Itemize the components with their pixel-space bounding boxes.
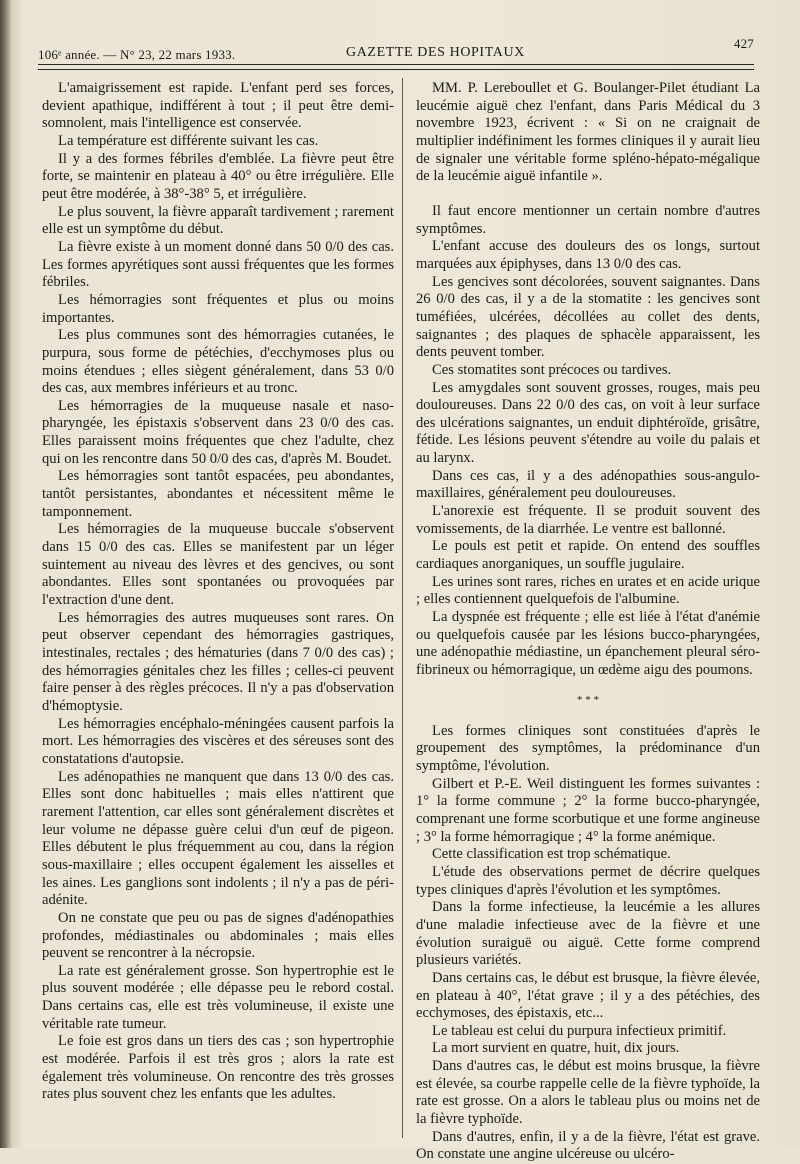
page-number: 427 — [733, 36, 754, 51]
paragraph: Les gencives sont décolorées, souvent saignantes. Dans 26 0/0 des cas, il y a de la stomatite : les gencives sont tuméfiées, ulcérées, décollées au collet des dents, saignantes ; des plaques de sphacèle apparaissent, les dents peuvent tomber. — [416, 273, 760, 361]
header-rule-top — [38, 64, 754, 65]
paragraph: Ces stomatites sont précoces ou tardives. — [432, 361, 672, 378]
paragraph: Les formes cliniques sont constituées d'après le groupement des symptômes, la prédominance d'un symptôme, l'évolution. — [416, 722, 760, 774]
issue-line: 106ᵉ année. — N° 23, 22 mars 1933. — [38, 47, 236, 62]
paragraph: Dans ces cas, il y a des adénopathies sous-angulo-maxillaires, généralement peu douloureuses. — [416, 467, 760, 502]
paragraph: Les hémorragies de la muqueuse nasale et naso-pharyngée, les épistaxis s'observent dans 23 0/0 des cas. Elles paraissent moins fréquentes que chez l'adulte, chez qui on les rencontre dans 50 0/0 des cas, d'après M. Boudet. — [42, 397, 394, 467]
paragraph: Dans d'autres cas, le début est moins brusque, la fièvre est élevée, sa courbe rappelle celle de la fièvre typhoïde, la rate est grosse. On a alors le tableau plus ou moins net de la fièvre typhoïde. — [416, 1058, 760, 1128]
paragraph: Les plus communes sont des hémorragies cutanées, le purpura, sous forme de pétéchies, d'ecchymoses plus ou moins étendues ; elles siègent généralement, dans 53 0/0 des cas, aux membres inférieurs et au tronc. — [42, 327, 394, 397]
paragraph: L'anorexie est fréquente. Il se produit souvent des vomissements, de la diarrhée. Le ventre est ballonné. — [416, 503, 760, 537]
page-header — [38, 36, 754, 62]
paragraph: Le tableau est celui du purpura infectieux primitif. — [432, 1022, 727, 1039]
left-column — [42, 80, 394, 1104]
paragraph: Les hémorragies sont tantôt espacées, peu abondantes, tantôt persistantes, abondantes et nécessitent même le tamponnement. — [42, 468, 394, 520]
paragraph: La rate est généralement grosse. Son hypertrophie est le plus souvent modérée ; elle dépasse peu le rebord costal. Dans certains cas, elle est très volumineuse, il existe une véritable rate tumeur. — [42, 962, 394, 1032]
paragraph: L'enfant accuse des douleurs des os longs, surtout marquées aux épiphyses, dans 13 0/0 des cas. — [416, 238, 760, 272]
paragraph: On ne constate que peu ou pas de signes d'adénopathies profondes, médiastinales ou abdominales ; mais elles peuvent se rencontrer à la nécropsie. — [42, 909, 394, 962]
paragraph: MM. P. Lereboullet et G. Boulanger-Pilet étudiant La leucémie aiguë chez l'enfant, dans Paris Médical du 3 novembre 1923, écrivent : « Si on ne craignait de multiplier indéfiniment les formes cliniques il y aurait lieu de signaler une véritable forme spléno-hépato-mégalique de la leucémie aiguë infantile ». — [416, 80, 760, 185]
journal-title: GAZETTE DES HOPITAUX — [346, 45, 525, 60]
column-divider — [402, 78, 403, 1138]
paragraph: Cette classification est trop schématique. — [432, 846, 671, 863]
paragraph: Dans certains cas, le début est brusque, la fièvre élevée, en plateau à 40°, l'état grave ; il y a des pétéchies, des ecchymoses, des épistaxis, etc... — [416, 969, 760, 1022]
paragraph: Dans la forme infectieuse, la leucémie a les allures d'une maladie infectieuse avec de la fièvre et une évolution suraiguë ou aiguë. Cette forme comprend plusieurs variétés. — [416, 899, 760, 969]
paragraph: La fièvre existe à un moment donné dans 50 0/0 des cas. Les formes apyrétiques sont aussi fréquentes que les formes fébriles. — [42, 238, 394, 291]
section-separator: * * * — [577, 693, 599, 706]
paragraph: Les hémorragies de la muqueuse buccale s'observent dans 15 0/0 des cas. Elles se manifestent par un léger suintement au niveau des lèvres et des gencives, ou sont abondantes. Elles sont spontanées ou provoquées par l'extraction d'une dent. — [42, 521, 394, 609]
header-rule-bottom — [38, 69, 754, 70]
paragraph: Le foie est gros dans un tiers des cas ; son hypertrophie est modérée. Parfois il est très gros ; alors la rate est également très volumineuse. On rencontre des très grosses rates plus souvent chez les enfants que les adultes. — [42, 1033, 394, 1103]
paragraph: Les hémorragies des autres muqueuses sont rares. On peut observer cependant des hémorragies gastriques, intestinales, rectales ; des hématuries (dans 7 0/0 des cas) ; des hémorragies génitales chez les filles ; celles-ci peuvent faire penser à des règles précoces. Il n'y a pas d'observation d'hémoptysie. — [42, 609, 394, 714]
paragraph: Gilbert et P.-E. Weil distinguent les formes suivantes : 1° la forme commune ; 2° la forme bucco-pharyngée, comprenant une forme scorbutique et une forme angineuse ; 3° la forme hémorragique ; 4° la forme anémique. — [416, 775, 760, 845]
paragraph: Dans d'autres, enfin, il y a de la fièvre, l'état est grave. On constate une angine ulcéreuse ou ulcéro- — [416, 1128, 760, 1163]
paragraph: La température est différente suivant les cas. — [58, 132, 319, 149]
paragraph: Il y a des formes fébriles d'emblée. La fièvre peut être forte, se maintenir en plateau à 40° ou être irrégulière. Elle peut être modérée, à 38°-38° 5, et irrégulière. — [42, 150, 394, 202]
paragraph: Les amygdales sont souvent grosses, rouges, mais peu douloureuses. Dans 22 0/0 des cas, on voit à leur surface des ulcérations saignantes, un enduit diphtéroïde, grisâtre, fétide. Les lésions peuvent s'étendre au voile du palais et au larynx. — [416, 379, 760, 467]
paragraph: La mort survient en quatre, huit, dix jours. — [432, 1040, 680, 1057]
paragraph: L'étude des observations permet de décrire quelques types cliniques d'après l'évolution et les symptômes. — [416, 863, 760, 898]
paragraph: Les hémorragies encéphalo-méningées causent parfois la mort. Les hémorragies des viscères et des séreuses sont des constatations d'autopsie. — [42, 715, 394, 767]
paragraph: Il faut encore mentionner un certain nombre d'autres symptômes. — [416, 202, 760, 237]
paragraph: Les urines sont rares, riches en urates et en acide urique ; elles contiennent quelquefois de l'albumine. — [416, 573, 760, 608]
paragraph: Le pouls est petit et rapide. On entend des souffles cardiaques anorganiques, un souffle jugulaire. — [416, 538, 760, 573]
right-column — [416, 80, 760, 1164]
paragraph: Le plus souvent, la fièvre apparaît tardivement ; rarement elle est un symptôme du début. — [42, 203, 394, 238]
paragraph: La dyspnée est fréquente ; elle est liée à l'état d'anémie ou quelquefois causée par les lésions bucco-pharyngées, une adénopathie médiastine, un épanchement pleural séro-fibrineux ou hémorragique, un œdème aigu des poumons. — [416, 609, 760, 678]
paragraph: Les adénopathies ne manquent que dans 13 0/0 des cas. Elles sont donc habituelles ; mais elles n'attirent que rarement l'attention, car elles sont généralement discrètes et leur volume ne dépasse guère celui d'un œuf de pigeon. Elles débutent le plus fréquemment au cou, dans la région sous-maxillaire ; elles occupent également les aisselles et les aines. Les ganglions sont indolents ; il n'y a pas de péri-adénite. — [42, 768, 394, 909]
paragraph: Les hémorragies sont fréquentes et plus ou moins importantes. — [42, 291, 394, 326]
paragraph: L'amaigrissement est rapide. L'enfant perd ses forces, devient apathique, indifférent à tout ; il peut être demi-somnolent, mais l'intelligence est conservée. — [42, 80, 394, 132]
